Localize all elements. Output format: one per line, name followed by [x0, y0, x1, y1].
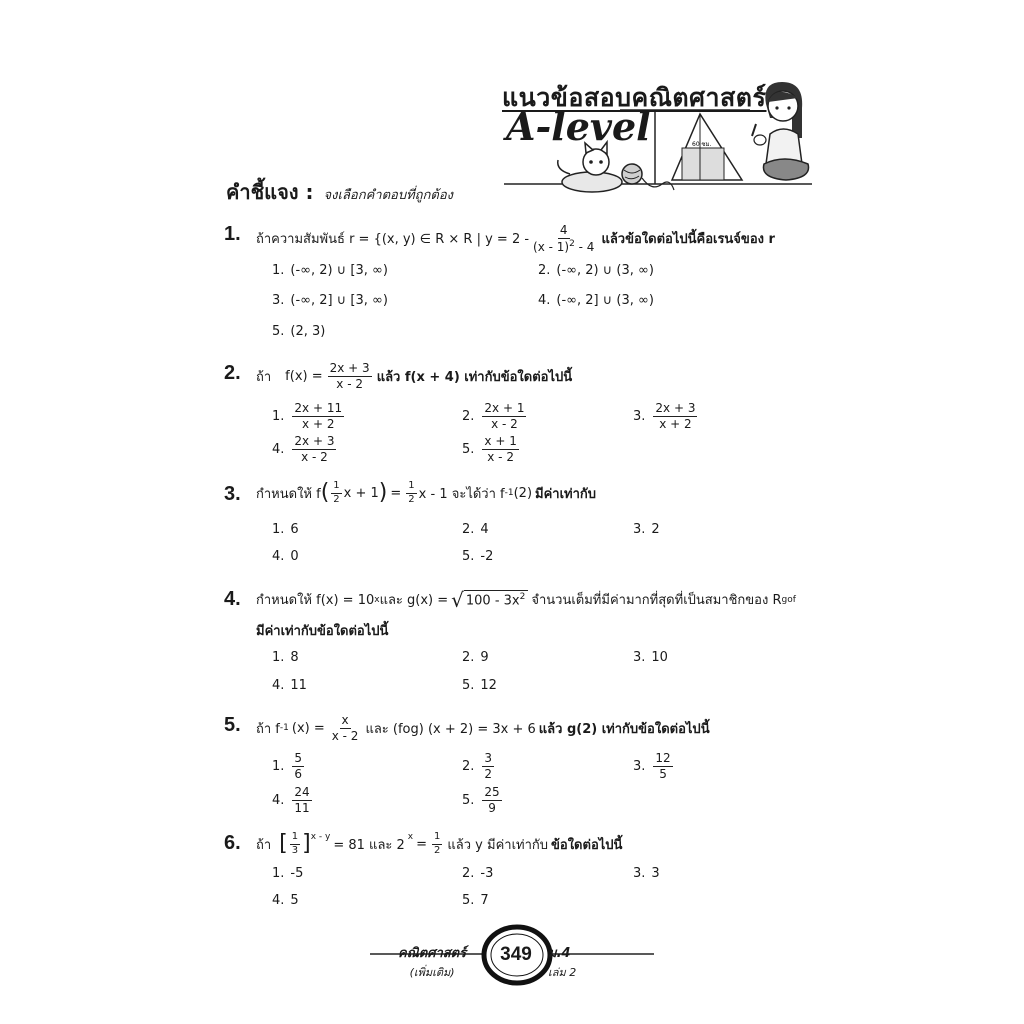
question-5-number: 5. — [224, 714, 241, 736]
footer-subject — [398, 942, 466, 981]
q6-option-1[interactable]: 1. -5 — [272, 866, 304, 881]
q3-option-5[interactable]: 5. -2 — [462, 549, 494, 564]
q6-mid: = 81 และ 2 — [333, 837, 405, 853]
question-5-text — [256, 714, 710, 742]
q2-option-2[interactable]: 2. $\frac{2x + 1}{x - 2}$ — [462, 401, 525, 431]
instruction — [226, 176, 453, 208]
q5-option-5[interactable]: 5. $\frac{25}{9}$ — [462, 785, 500, 815]
q3-right-paren: ) — [378, 480, 388, 505]
q4-mid: และ g(x) = — [379, 593, 449, 608]
question-2-number: 2. — [224, 362, 241, 384]
q5-pre2: (x) = — [291, 720, 325, 736]
q1-intro: ถ้าความสัมพันธ์ r = {(x, y) ∈ R × R | y = 2 - — [256, 232, 530, 248]
question-3-number: 3. — [224, 483, 241, 505]
footer-subject-sub: (เพิ่มเติม) — [409, 966, 455, 979]
q2-option-1[interactable]: 1. $\frac{2x + 11}{x + 2}$ — [272, 401, 343, 431]
q3-pre: กำหนดให้ f — [256, 486, 321, 502]
q1-frac-den: (x - 1)$^2$ - 4 — [533, 238, 595, 254]
question-4-line-2: มีค่าเท่ากับข้อใดต่อไปนี้ — [256, 624, 389, 639]
q6-base-fraction: $\frac{1}{3}$ — [291, 831, 299, 856]
q5-option-2[interactable]: 2. $\frac{3}{2}$ — [462, 751, 493, 781]
q3-option-4[interactable]: 4. 0 — [272, 549, 299, 564]
q5-pre: ถ้า f — [256, 721, 280, 737]
q1-option-2[interactable]: 2. (-∞, 2) ∪ (3, ∞) — [538, 263, 654, 278]
q6-mid3: แล้ว y มีค่าเท่ากับ — [447, 837, 549, 853]
q2-pre: ถ้า — [256, 369, 272, 385]
instruction-label: คำชี้แจง : — [226, 180, 314, 204]
q6-exp2: x — [407, 832, 414, 842]
q1-tail: แล้วข้อใดต่อไปนี้คือเรนจ์ของ r — [601, 232, 775, 248]
question-1-number: 1. — [224, 223, 241, 245]
question-2-text — [256, 362, 575, 390]
q1-option-5[interactable]: 5. (2, 3) — [272, 324, 326, 339]
question-1-text — [256, 224, 778, 253]
footer-grade — [548, 942, 576, 981]
q5-option-3[interactable]: 3. $\frac{12}{5}$ — [633, 751, 671, 781]
q5-tail: แล้ว g(2) เท่ากับข้อใดต่อไปนี้ — [538, 721, 710, 737]
q3-left-paren: ( — [320, 480, 330, 505]
q1-frac-num: 4 — [559, 223, 568, 237]
q2-tail: แล้ว f(x + 4) เท่ากับข้อใดต่อไปนี้ — [376, 369, 573, 385]
sqrt-icon: √ — [451, 587, 464, 612]
q6-right-bracket: ] — [302, 831, 311, 856]
q3-eq: = — [390, 485, 402, 501]
q6-exp: x - y — [310, 832, 331, 842]
q5-option-4[interactable]: 4. $\frac{24}{11}$ — [272, 785, 310, 815]
q6-option-5[interactable]: 5. 7 — [462, 893, 489, 908]
q6-pre: ถ้า — [256, 837, 272, 853]
q4-post: จำนวนเต็มที่มีค่ามากที่สุดที่เป็นสมาชิกของ R — [531, 593, 782, 608]
q4-option-1[interactable]: 1. 8 — [272, 650, 299, 665]
q6-tail: ข้อใดต่อไปนี้ — [551, 837, 623, 853]
question-6-text — [256, 832, 622, 856]
q3-inner-tail: x + 1 — [343, 485, 379, 501]
q4-exp: x — [374, 594, 380, 605]
q3-rhs-fraction: $\frac{1}{2}$ — [408, 480, 415, 505]
q5-mid: และ (fog) (x + 2) = 3x + 6 — [365, 721, 536, 737]
footer-grade-sub: เล่ม 2 — [548, 966, 577, 979]
q4-sqrt: √ $100 - 3x^2$ — [451, 590, 528, 610]
q6-option-4[interactable]: 4. 5 — [272, 893, 299, 908]
question-4-text — [256, 589, 796, 610]
q4-option-4[interactable]: 4. 11 — [272, 678, 307, 693]
q1-option-4[interactable]: 4. (-∞, 2] ∪ (3, ∞) — [538, 293, 654, 308]
banner-title: แนวข้อสอบคณิตศาสตร์ — [502, 83, 767, 112]
q4-option-5[interactable]: 5. 12 — [462, 678, 497, 693]
q6-left-bracket: [ — [279, 831, 288, 856]
question-6-number: 6. — [224, 832, 241, 854]
q6-mid2: = — [416, 836, 428, 852]
q4-option-2[interactable]: 2. 9 — [462, 650, 489, 665]
q6-option-3[interactable]: 3. 3 — [633, 866, 660, 881]
footer-grade-title: ม.4 — [548, 946, 571, 961]
banner-subtitle: A-level — [506, 104, 651, 149]
q3-option-2[interactable]: 2. 4 — [462, 522, 489, 537]
q2-option-4[interactable]: 4. $\frac{2x + 3}{x - 2}$ — [272, 434, 335, 464]
q6-option-2[interactable]: 2. -3 — [462, 866, 494, 881]
q4-option-3[interactable]: 3. 10 — [633, 650, 668, 665]
q2-option-3[interactable]: 3. $\frac{2x + 3}{x + 2}$ — [633, 401, 696, 431]
triangle-diagram-icon — [672, 114, 742, 180]
q3-tail: มีค่าเท่ากับ — [535, 486, 597, 502]
q2-fx: f(x) = — [285, 368, 323, 384]
footer-subject-title: คณิตศาสตร์ — [398, 946, 467, 961]
q4-post-sub: gof — [781, 594, 796, 605]
page-number: 349 — [500, 944, 532, 965]
q3-inner-fraction: $\frac{1}{2}$ — [333, 480, 340, 505]
question-4-number: 4. — [224, 588, 241, 610]
q5-option-1[interactable]: 1. $\frac{5}{6}$ — [272, 751, 303, 781]
q3-arg: (2) — [513, 485, 533, 501]
q3-rhs-tail: x - 1 จะได้ว่า f — [418, 486, 505, 502]
triangle-label: 60 ซม. — [692, 141, 712, 148]
q1-option-1[interactable]: 1. (-∞, 2) ∪ [3, ∞) — [272, 263, 388, 278]
yarn-ball-icon — [622, 164, 674, 190]
cat-icon — [558, 142, 622, 192]
q4-pre: กำหนดให้ f(x) = 10 — [256, 593, 375, 608]
q6-rhs-fraction: $\frac{1}{2}$ — [434, 831, 441, 856]
instruction-text: จงเลือกคำตอบที่ถูกต้อง — [323, 188, 453, 203]
question-3-text — [256, 481, 599, 505]
q2-option-5[interactable]: 5. $\frac{x + 1}{x - 2}$ — [462, 434, 517, 464]
q3-inverse: -1 — [504, 488, 514, 498]
q3-option-1[interactable]: 1. 6 — [272, 522, 299, 537]
q1-option-3[interactable]: 3. (-∞, 2] ∪ [3, ∞) — [272, 293, 388, 308]
q2-fraction: $\frac{2x + 3}{x - 2}$ — [329, 361, 370, 391]
q3-option-3[interactable]: 3. 2 — [633, 522, 660, 537]
q1-fraction — [531, 224, 596, 253]
q5-fraction: $\frac{x}{x - 2}$ — [331, 713, 359, 743]
q5-inverse: -1 — [279, 723, 289, 734]
